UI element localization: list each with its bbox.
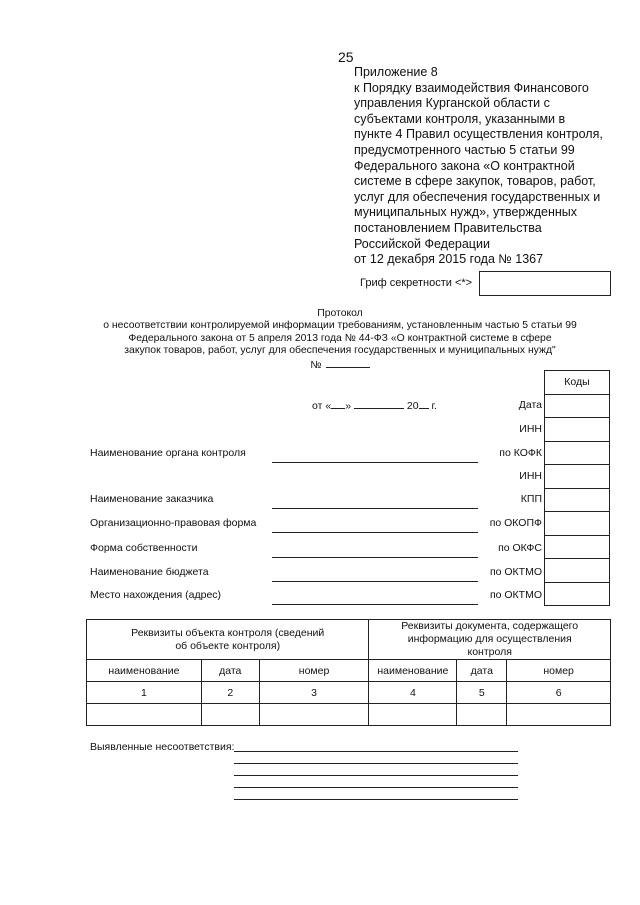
day-field[interactable]	[331, 399, 345, 409]
column-number: 5	[457, 682, 507, 704]
year-field[interactable]	[419, 399, 429, 409]
appendix-line: Российской Федерации	[354, 236, 490, 251]
requisites-group-object: Реквизиты объекта контроля (сведений об объекте контроля)	[87, 620, 369, 660]
protocol-date	[312, 399, 437, 412]
grif-label: Гриф секретности <*>	[360, 277, 473, 289]
page-number: 25	[338, 49, 354, 65]
code-cell-inn-customer[interactable]	[545, 465, 610, 489]
column-number: 4	[369, 682, 457, 704]
ownership-field[interactable]	[272, 557, 478, 558]
appendix-line: системе в сфере закупок, товаров, работ,	[354, 174, 596, 189]
requisites-table	[86, 619, 611, 726]
field-label-budget: Наименование бюджета	[90, 566, 209, 578]
code-cell-inn-control[interactable]	[545, 418, 610, 442]
column-header: дата	[201, 660, 259, 682]
appendix-line: постановлением Правительства	[354, 220, 542, 235]
column-header: наименование	[87, 660, 202, 682]
year-prefix: 20	[406, 400, 419, 412]
legal-form-field[interactable]	[272, 532, 478, 533]
code-cell-kpp[interactable]	[545, 488, 610, 512]
column-header: дата	[457, 660, 507, 682]
table-cell[interactable]	[259, 704, 369, 726]
protocol-subtitle-line: Федерального закона от 5 апреля 2013 года № 44-ФЗ «О контрактной системе в сфере	[128, 332, 552, 344]
appendix-line: к Порядку взаимодействия Финансового	[354, 80, 589, 95]
code-cell-oktmo-budget[interactable]	[545, 559, 610, 583]
column-number: 3	[259, 682, 369, 704]
control-body-field[interactable]	[272, 462, 478, 463]
table-cell[interactable]	[457, 704, 507, 726]
field-label-address: Место нахождения (адрес)	[90, 589, 222, 601]
code-cell-okfs[interactable]	[545, 535, 610, 559]
table-cell[interactable]	[201, 704, 259, 726]
column-number: 1	[87, 682, 202, 704]
codes-table	[544, 370, 610, 606]
column-number: 2	[201, 682, 259, 704]
field-label-customer: Наименование заказчика	[90, 493, 214, 505]
code-label-okopf: по ОКОПФ	[489, 517, 542, 529]
protocol-subtitle-line: закупок товаров, работ, услуг для обеспечения государственных и муниципальных нужд"	[124, 345, 556, 357]
address-field[interactable]	[272, 604, 478, 605]
date-quote-close: »	[345, 400, 352, 412]
protocol-number-field[interactable]	[326, 358, 370, 368]
code-label-oktmo: по ОКТМО	[489, 566, 542, 578]
appendix-line: субъектами контроля, указанными в	[354, 111, 566, 126]
found-line[interactable]	[234, 751, 518, 752]
appendix-header	[354, 65, 634, 268]
code-label-date: Дата	[518, 399, 542, 411]
requisites-group-document: Реквизиты документа, содержащего информацию для осуществления контроля	[369, 620, 611, 660]
table-cell[interactable]	[507, 704, 611, 726]
field-label-ownership: Форма собственности	[90, 542, 198, 554]
code-label-kpp: КПП	[520, 493, 542, 505]
found-line[interactable]	[234, 787, 518, 788]
code-cell-oktmo-address[interactable]	[545, 582, 610, 606]
appendix-line: пункте 4 Правил осуществления контроля,	[354, 127, 603, 142]
budget-field[interactable]	[272, 581, 478, 582]
number-sign: №	[310, 359, 322, 371]
grif-input[interactable]	[479, 271, 611, 296]
column-header: номер	[507, 660, 611, 682]
table-cell[interactable]	[369, 704, 457, 726]
found-line[interactable]	[234, 775, 518, 776]
code-cell-kofk[interactable]	[545, 441, 610, 465]
appendix-line: Приложение 8	[354, 65, 438, 79]
appendix-line: муниципальных нужд», утвержденных	[354, 205, 578, 220]
code-label-inn: ИНН	[519, 423, 542, 435]
codes-header: Коды	[545, 371, 610, 395]
date-prefix: от «	[312, 400, 332, 412]
column-number: 6	[507, 682, 611, 704]
protocol-heading	[70, 308, 610, 372]
customer-field[interactable]	[272, 508, 478, 509]
field-label-legal-form: Организационно-правовая форма	[90, 517, 257, 529]
month-field[interactable]	[354, 399, 404, 409]
protocol-title: Протокол	[317, 308, 363, 319]
protocol-number	[70, 358, 610, 372]
appendix-line: предусмотренного частью 5 статьи 99	[354, 142, 575, 157]
column-header: номер	[259, 660, 369, 682]
code-label-okfs: по ОКФС	[498, 542, 542, 554]
protocol-subtitle-line: о несоответствии контролируемой информации требованиям, установленным частью 5 статьи 99	[103, 320, 577, 332]
found-line[interactable]	[234, 799, 518, 800]
field-label-control-body: Наименование органа контроля	[90, 447, 246, 459]
table-cell[interactable]	[87, 704, 202, 726]
appendix-line: управления Курганской области с	[354, 96, 550, 111]
appendix-line: услуг для обеспечения государственных и	[354, 189, 601, 204]
code-cell-date[interactable]	[545, 394, 610, 418]
code-label-oktmo: по ОКТМО	[489, 589, 542, 601]
found-label: Выявленные несоответствия:	[90, 741, 235, 753]
appendix-line: Федерального закона «О контрактной	[354, 158, 575, 173]
year-suffix: г.	[428, 400, 437, 412]
code-label-inn: ИНН	[519, 470, 542, 482]
code-label-kofk: по КОФК	[499, 447, 542, 459]
code-cell-okopf[interactable]	[545, 512, 610, 536]
column-header: наименование	[369, 660, 457, 682]
found-line[interactable]	[234, 763, 518, 764]
appendix-line: от 12 декабря 2015 года № 1367	[354, 252, 544, 267]
